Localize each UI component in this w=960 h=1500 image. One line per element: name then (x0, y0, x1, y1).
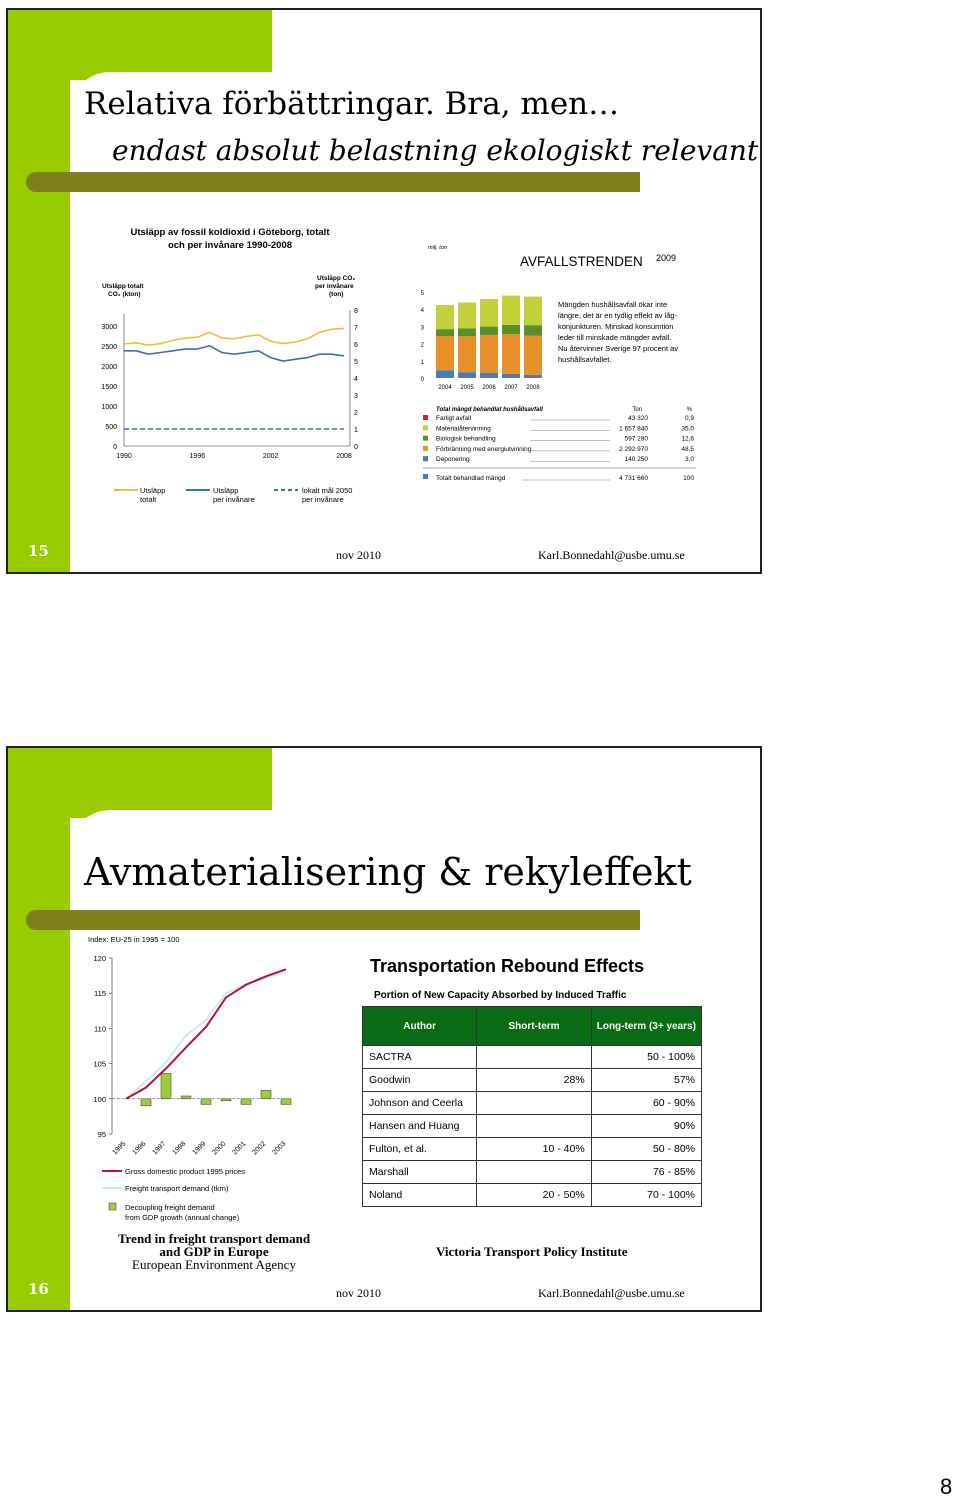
y-tick-label-left: 3000 (101, 324, 117, 331)
stacked-bar-segment (458, 377, 476, 378)
right-axis-label: per invånare (315, 283, 354, 290)
green-accent-strip (8, 748, 70, 1312)
x-tick-label: 2008 (526, 385, 540, 391)
table-row (363, 1161, 702, 1184)
decoupling-bar (181, 1096, 191, 1099)
x-tick-label: 1995 (111, 1140, 128, 1157)
y-tick-label-left: 1000 (101, 404, 117, 411)
stacked-bar-segment (480, 377, 498, 378)
table-row (363, 1115, 702, 1138)
x-tick-label: 2004 (438, 385, 452, 391)
y-tick-label-right: 4 (354, 376, 358, 383)
waste-row-ton: 2 292 970 (619, 445, 648, 453)
green-accent-top (8, 10, 272, 80)
waste-description: konjunkturen. Minskad konsumtion (558, 322, 674, 331)
x-tick-label: 2002 (262, 453, 279, 460)
waste-description: längre, det är en tydlig effekt av låg- (558, 311, 678, 320)
y-tick-label: 120 (93, 954, 106, 963)
waste-row-label: Förbränning med energiutvinning (436, 445, 532, 453)
x-tick-label: 2005 (460, 385, 474, 391)
green-accent-strip (8, 10, 70, 574)
stacked-bar-segment (480, 299, 498, 327)
stacked-bar-segment (458, 372, 476, 377)
decoupling-bar (161, 1073, 171, 1098)
series-line (124, 346, 344, 361)
table-row (363, 1046, 702, 1069)
legend-swatch (423, 425, 428, 430)
right-axis-label: Utsläpp CO₂ (317, 275, 356, 282)
legend-label: per invånare (302, 495, 344, 504)
legend-label: per invånare (213, 495, 255, 504)
y-tick-label: 100 (93, 1094, 106, 1104)
waste-unit-label: milj. ton (428, 245, 447, 251)
x-tick-label: 1990 (116, 453, 132, 460)
x-tick-label: 1999 (191, 1140, 208, 1157)
stacked-bar-segment (524, 377, 542, 378)
stacked-bar-segment (436, 336, 454, 370)
page-number: 8 (940, 1474, 953, 1499)
waste-row-pct: 48,5 (681, 445, 694, 453)
legend-swatch-decoupling (109, 1203, 116, 1210)
cell-short: 20 - 50% (477, 1184, 591, 1207)
index-label: Index: EU-25 in 1995 = 100 (88, 935, 180, 944)
title-underline-bar (26, 910, 640, 930)
decoupling-bar (221, 1099, 231, 1101)
cell-long: 76 - 85% (591, 1161, 701, 1184)
waste-table-title: Total mängd behandlat hushållsavfall (436, 407, 543, 413)
x-tick-label: 2003 (271, 1140, 288, 1157)
decoupling-bar (241, 1099, 251, 1105)
waste-total-label: Totalt behandlad mängd (436, 475, 506, 482)
co2-emissions-chart (88, 222, 368, 504)
stacked-bar-segment (436, 329, 454, 336)
x-tick-label: 2007 (504, 385, 518, 391)
stacked-bar-segment (524, 375, 542, 377)
stacked-bar-segment (524, 297, 542, 326)
waste-chart-title: AVFALLSTRENDEN (520, 254, 643, 269)
cell-long: 70 - 100% (591, 1184, 701, 1207)
cell-author: Hansen and Huang (363, 1115, 477, 1138)
legend-label: lokalt mål 2050 (302, 486, 353, 495)
cell-short (477, 1046, 591, 1069)
stacked-bar-segment (436, 370, 454, 377)
y-tick-label: 3 (420, 325, 424, 332)
cell-long: 50 - 80% (591, 1138, 701, 1161)
decoupling-bar (201, 1099, 211, 1105)
cell-author: Noland (363, 1184, 477, 1207)
y-tick-label-right: 2 (354, 410, 358, 417)
caption-vtpi: Victoria Transport Policy Institute (436, 1244, 628, 1259)
cell-short (477, 1161, 591, 1184)
cell-author: Johnson and Ceerla (363, 1092, 477, 1115)
footer-email: Karl.Bonnedahl@usbe.umu.se (538, 1286, 685, 1300)
y-tick-label: 1 (420, 359, 424, 366)
waste-description: leder till minskade mängder avfall. (558, 333, 672, 342)
legend-label: Freight transport demand (tkm) (125, 1184, 229, 1193)
rebound-subtitle: Portion of New Capacity Absorbed by Induced Traffic (374, 990, 627, 1001)
freight-gdp-chart (82, 934, 312, 1226)
waste-row-label: Farligt avfall (436, 415, 472, 422)
legend-label: Decoupling freight demand (125, 1203, 215, 1212)
y-tick-label-right: 7 (354, 325, 358, 332)
stacked-bar-segment (436, 305, 454, 329)
table-row (363, 1184, 702, 1207)
waste-chart-year: 2009 (656, 253, 677, 263)
table-row (363, 1069, 702, 1092)
caption-line: Trend in freight transport demand (117, 1231, 311, 1246)
y-tick-label-right: 0 (354, 444, 358, 451)
y-tick-label-left: 0 (113, 444, 117, 451)
slide-title: Avmaterialisering & rekyleffekt (84, 850, 692, 894)
y-tick-label: 4 (420, 308, 424, 315)
green-accent-top (8, 748, 272, 818)
slide-15 (6, 8, 762, 574)
left-axis-label: Utsläpp totalt (102, 283, 144, 290)
stacked-bar-segment (502, 296, 520, 325)
y-tick-label-right: 8 (354, 308, 358, 315)
waste-row-label: Biologisk behandling (436, 435, 496, 443)
waste-row-ton: 1 657 840 (619, 425, 648, 433)
legend-swatch (423, 436, 428, 441)
stacked-bar-segment (524, 325, 542, 335)
waste-row-pct: 0,9 (684, 415, 694, 422)
series-line (124, 328, 344, 345)
stacked-bar-segment (480, 327, 498, 336)
table-row (363, 1138, 702, 1161)
x-tick-label: 2002 (251, 1140, 268, 1157)
y-tick-label: 5 (420, 291, 424, 297)
stacked-bar-segment (502, 325, 520, 334)
cell-short (477, 1092, 591, 1115)
stacked-bar-segment (524, 336, 542, 375)
column-header: Author (363, 1007, 477, 1046)
waste-row-pct: 12,6 (681, 435, 694, 443)
column-header: Long-term (3+ years) (591, 1007, 701, 1046)
y-tick-label-right: 5 (354, 359, 358, 366)
stacked-bar-segment (480, 335, 498, 373)
waste-row-label: Deponering (436, 456, 470, 464)
y-tick-label: 105 (93, 1059, 106, 1069)
waste-row-ton: 140 250 (624, 456, 648, 464)
legend-label: Gross domestic product 1995 prices (125, 1167, 246, 1176)
waste-row-ton: 597 280 (624, 435, 648, 443)
y-tick-label-left: 2000 (101, 364, 117, 371)
y-tick-label: 110 (94, 1024, 106, 1034)
x-tick-label: 1997 (151, 1140, 168, 1157)
stacked-bar-segment (458, 302, 476, 328)
chart-title-line1: Utsläpp av fossil koldioxid i Göteborg, totalt (130, 227, 330, 238)
y-tick-label-left: 1500 (101, 384, 117, 391)
table-row (363, 1092, 702, 1115)
legend-label: totalt (140, 495, 157, 504)
stacked-bar-segment (458, 336, 476, 372)
y-tick-label: 2 (420, 342, 424, 349)
cell-long: 60 - 90% (591, 1092, 701, 1115)
rebound-title: Transportation Rebound Effects (370, 956, 645, 976)
legend-swatch (423, 415, 428, 420)
footer-date: nov 2010 (336, 1286, 381, 1300)
chart-title-line2: och per invånare 1990-2008 (167, 240, 293, 251)
x-tick-label: 2006 (482, 385, 496, 391)
stacked-bar-segment (502, 374, 520, 377)
waste-row-pct: 35,0 (681, 425, 694, 433)
y-tick-label: 95 (97, 1130, 106, 1139)
y-tick-label: 0 (420, 377, 424, 383)
y-tick-label-left: 2500 (101, 344, 117, 351)
x-tick-label: 1996 (189, 453, 206, 460)
waste-col-pct: % (686, 407, 692, 413)
legend-label: Utsläpp (213, 486, 239, 495)
cell-long: 50 - 100% (591, 1046, 701, 1069)
waste-row-label: Materialåtervinning (436, 425, 491, 433)
waste-description: Mängden hushållsavfall ökar inte (558, 300, 668, 309)
waste-row-ton: 43 320 (628, 415, 648, 422)
caption-line: and GDP in Europe (159, 1244, 269, 1259)
footer-date: nov 2010 (336, 548, 381, 562)
y-tick-label-right: 6 (354, 342, 358, 349)
rebound-table (362, 1006, 702, 1207)
legend-swatch (423, 456, 428, 461)
decoupling-bar (281, 1099, 291, 1105)
x-tick-label: 1998 (171, 1140, 188, 1157)
caption-line: European Environment Agency (132, 1257, 296, 1272)
legend-label: Utsläpp (140, 486, 166, 495)
waste-row-pct: 3,0 (684, 456, 694, 464)
slide-title: Relativa förbättringar. Bra, men… (84, 86, 620, 122)
waste-total-pct: 100 (683, 475, 694, 482)
cell-author: Marshall (363, 1161, 477, 1184)
series-line (126, 969, 286, 1099)
x-tick-label: 1996 (131, 1140, 148, 1157)
decoupling-bar (261, 1090, 271, 1098)
stacked-bar-segment (458, 328, 476, 336)
slide-16 (6, 746, 762, 1312)
x-tick-label: 2001 (231, 1140, 248, 1157)
cell-long: 57% (591, 1069, 701, 1092)
x-tick-label: 2000 (211, 1140, 228, 1157)
waste-description: hushållsavfallet. (558, 355, 612, 364)
waste-total-swatch (423, 474, 428, 479)
cell-author: Goodwin (363, 1069, 477, 1092)
y-tick-label-right: 1 (354, 427, 358, 434)
slide-subtitle: endast absolut belastning ekologiskt relevant (112, 134, 759, 167)
y-tick-label-right: 3 (354, 393, 358, 400)
cell-short (477, 1115, 591, 1138)
cell-author: SACTRA (363, 1046, 477, 1069)
legend-swatch (423, 446, 428, 451)
caption-eea (104, 1232, 324, 1271)
stacked-bar-segment (480, 373, 498, 377)
legend-label: from GDP growth (annual change) (125, 1213, 240, 1222)
stacked-bar-segment (502, 377, 520, 378)
slide-number: 16 (28, 1280, 49, 1298)
y-tick-label-left: 500 (105, 424, 117, 431)
column-header: Short-term (477, 1007, 591, 1046)
decoupling-bar (141, 1099, 151, 1106)
series-line (126, 972, 286, 1099)
stacked-bar-segment (502, 334, 520, 374)
cell-author: Fulton, et al. (363, 1138, 477, 1161)
waste-col-ton: Ton (632, 407, 642, 413)
title-underline-bar (26, 172, 640, 192)
left-axis-label: CO₂ (kton) (108, 291, 141, 298)
waste-description: Nu återvinner Sverige 97 procent av (558, 344, 679, 353)
table-header-row (363, 1007, 702, 1046)
y-tick-label: 115 (94, 989, 106, 999)
stacked-bar-segment (436, 377, 454, 378)
x-tick-label: 2008 (336, 453, 352, 460)
cell-short: 10 - 40% (477, 1138, 591, 1161)
cell-long: 90% (591, 1115, 701, 1138)
footer-email: Karl.Bonnedahl@usbe.umu.se (538, 548, 685, 562)
cell-short: 28% (477, 1069, 591, 1092)
waste-trend-chart (410, 238, 710, 488)
right-axis-label: (ton) (329, 291, 344, 298)
waste-total-ton: 4 731 660 (619, 475, 648, 482)
slide-number: 15 (28, 542, 49, 560)
